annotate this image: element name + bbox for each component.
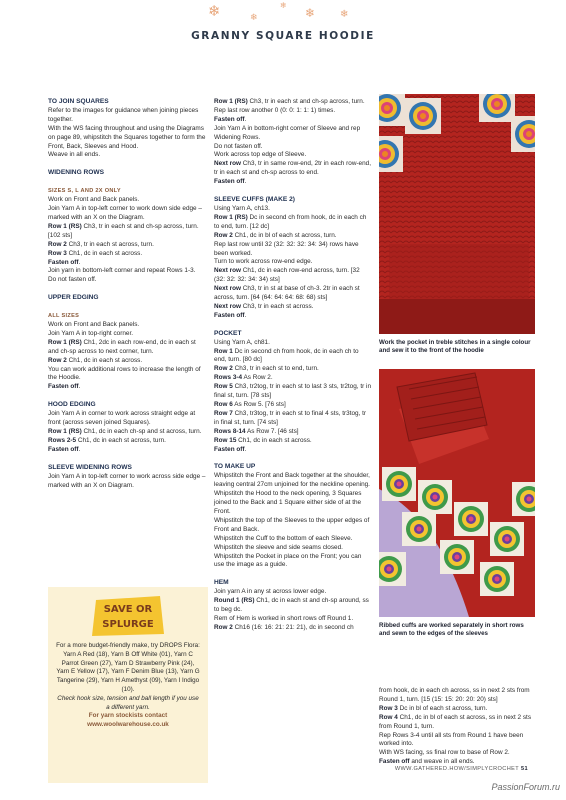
text-span: Ch3, tr in each st across, turn. <box>66 240 154 248</box>
instruction-text <box>214 232 372 241</box>
instruction-text <box>48 250 208 259</box>
row-label: Rows 2-5 <box>48 436 77 444</box>
instruction-text <box>214 535 372 544</box>
text-span: Ch3, tr in each st and ch-sp across, turn. <box>247 98 365 105</box>
text-span: . <box>78 383 81 391</box>
instruction-text <box>214 374 372 383</box>
instruction-text <box>379 714 537 732</box>
section-heading: SLEEVE WIDENING ROWS <box>48 463 132 471</box>
instruction-text <box>214 615 372 624</box>
row-label: Fasten off <box>214 311 245 319</box>
section-heading: WIDENING ROWS <box>48 169 105 177</box>
instruction-text <box>214 107 372 116</box>
text-span: Join Yarn A in top-right corner. <box>48 329 134 337</box>
page-footer <box>395 766 528 772</box>
snowflake-icon: ❄ <box>208 2 221 20</box>
section-heading: UPPER EDGING <box>48 294 99 302</box>
text-span: Join yarn A in any st across lower edge. <box>214 588 327 596</box>
page-number: 51 <box>520 766 528 772</box>
text-span: Join Yarn A in corner to work across straight edge at front (across seven joined Squares). <box>48 410 196 427</box>
row-label: Row 2 <box>214 623 233 631</box>
text-span: Do not fasten off. <box>48 276 97 284</box>
row-label: Row 2 <box>48 240 67 248</box>
instruction-text <box>214 214 372 232</box>
text-span: With WS facing, ss final row to base of Row 2. <box>379 749 510 757</box>
instruction-text <box>48 151 208 160</box>
instruction-text <box>48 437 208 446</box>
section-heading: TO MAKE UP <box>214 463 256 471</box>
instruction-text <box>214 241 372 259</box>
photo-caption: Ribbed cuffs are worked separately in short rows and sewn to the edges of the sleeves <box>379 622 524 638</box>
promo-note: Check hook size, tension and ball length if you use a different yarn. <box>57 694 199 711</box>
text-span: Rep Rows 3-4 until all sts from Round 1 have been worked into. <box>379 731 524 748</box>
text-span: Ch3, tr in each st and ch-sp across, turn. [102 sts] <box>48 222 199 239</box>
promo-stockists: For yarn stockists contact <box>88 712 168 720</box>
instruction-text <box>214 553 372 571</box>
text-span: Ch1, dc in each st across. <box>236 436 312 444</box>
instruction-text <box>214 410 372 428</box>
row-label: Fasten off <box>379 758 410 766</box>
text-span: Refer to the images for guidance when joining pieces together. <box>48 106 199 123</box>
instruction-text <box>214 205 372 214</box>
sizes-label: ALL SIZES <box>48 313 80 320</box>
instruction-text <box>214 339 372 348</box>
snowflake-icon: ❄ <box>250 13 258 23</box>
row-label: Fasten off <box>214 115 245 123</box>
instruction-text <box>48 330 208 339</box>
page-title: GRANNY SQUARE HOODIE <box>191 30 375 42</box>
instruction-text <box>214 125 372 143</box>
column-right <box>379 687 537 767</box>
text-span: Ch1, dc in each st across. <box>66 249 143 257</box>
instruction-text <box>48 339 208 357</box>
text-span: . <box>244 178 247 186</box>
instruction-text <box>48 205 208 223</box>
instruction-text <box>214 151 372 160</box>
instruction-text <box>214 303 372 312</box>
row-label: Row 1 (RS) <box>48 222 82 230</box>
instruction-text <box>214 490 372 517</box>
row-label: Fasten off <box>214 178 245 186</box>
instruction-text <box>48 107 208 125</box>
text-span: Join Yarn A in bottom-right corner of Sleeve and rep Widening Rows. <box>214 124 361 141</box>
row-label: Fasten off <box>48 383 79 391</box>
text-span: Ch1, dc in each ch-sp and st across, turn. <box>81 428 202 435</box>
text-span: Weave in all ends. <box>48 151 101 159</box>
row-label: Row 6 <box>214 401 233 408</box>
row-label: Row 2 <box>214 231 233 239</box>
text-span: Join Yarn A in top-left corner to work down side edge – marked with an X on the Diagram. <box>48 205 202 221</box>
snowflake-icon: ❄ <box>280 1 287 10</box>
instruction-text <box>48 321 208 330</box>
instruction-text <box>214 312 372 321</box>
instruction-text <box>48 241 208 250</box>
instruction-text <box>48 267 208 276</box>
text-span: Ch3, tr in each st to end, turn. <box>232 365 319 373</box>
text-span: Ch3, tr in st at base of ch-3. 2tr in each st across, turn. [64 (64: 64: 64: 68: 68) sts] <box>214 285 360 302</box>
instruction-text <box>214 472 372 490</box>
sleeve-cuff-photo <box>379 369 535 617</box>
instruction-text <box>48 357 208 366</box>
badge-line-2: SPLURGE <box>102 619 154 630</box>
section-heading: HEM <box>214 579 229 587</box>
row-label: Row 15 <box>214 436 237 444</box>
instruction-text <box>48 410 208 428</box>
instruction-text <box>214 98 372 107</box>
row-label: Rows 3-4 <box>214 374 243 382</box>
instruction-text <box>379 687 537 705</box>
text-span: Whipstitch the top of the Sleeves to the upper edges of Front and Back. <box>214 516 370 533</box>
text-span: Ch1, dc in bl of each st across, ss in next 2 sts from Round 1, turn. <box>379 713 532 730</box>
text-span: As Row 5. [76 sts] <box>232 401 286 408</box>
text-span: Rep last row until 32 (32: 32: 32: 34: 34) rows have been worked. <box>214 240 359 257</box>
text-span: from hook, dc in each ch across, ss in next 2 sts from Round 1, turn. [15 (15: 15: 20: 20: 20) sts] <box>379 687 530 703</box>
section-heading: TO JOIN SQUARES <box>48 98 109 105</box>
text-span: . <box>244 115 247 123</box>
instruction-text <box>214 143 372 152</box>
text-span: Whipstitch the Pocket in place on the Front; you can use the image as a guide. <box>214 552 362 569</box>
snowflake-icon: ❄ <box>305 6 316 20</box>
row-label: Round 1 (RS) <box>214 597 255 605</box>
text-span: Ch1, dc in each st across. <box>66 356 143 364</box>
instruction-text <box>214 383 372 401</box>
section-heading: SLEEVE CUFFS (MAKE 2) <box>214 196 295 204</box>
hoodie-pocket-illustration <box>379 94 535 334</box>
sizes-label: SIZES S, L AND 2X ONLY <box>48 188 121 195</box>
sleeve-cuff-illustration <box>379 369 535 617</box>
instruction-text <box>214 160 372 178</box>
text-span: Dc in bl of each st across, turn. <box>397 704 488 712</box>
column-left <box>48 98 208 490</box>
instruction-text <box>48 383 208 392</box>
text-span: Ch3, tr in same row-end, 2tr in each row-end, tr in each st and ch-sp across to end. <box>214 160 372 177</box>
instruction-text <box>214 588 372 597</box>
row-label: Row 2 <box>214 365 233 373</box>
text-span: Ch1, dc in each st and ch-sp around, ss to beg dc. <box>214 597 369 614</box>
text-span: Whipstitch the sleeve and side seams closed. <box>214 543 343 551</box>
text-span: Ch16 (16: 16: 21: 21: 21), dc in second ch <box>232 623 354 631</box>
text-span: As Row 2. <box>242 374 273 382</box>
text-span: . <box>244 311 247 319</box>
instruction-text <box>214 544 372 553</box>
text-span: Ch3, tr3tog, tr in each st to final 4 sts, tr3tog, tr in final st, turn. [74 sts] <box>214 409 367 426</box>
snowflake-icon: ❄ <box>340 9 349 20</box>
text-span: Work across top edge of Sleeve. <box>214 151 307 159</box>
text-span: Whipstitch the Hood to the neck opening, 3 Squares joined to the Back and 1 Square either side of at the Front. <box>214 490 362 515</box>
text-span: Whipstitch the Front and Back together at the shoulder, leaving central 27cm unjoined for the neckline opening. <box>214 472 370 489</box>
save-or-splurge-badge <box>88 594 168 638</box>
text-span: You can work additional rows to increase the length of the Hoodie. <box>48 365 201 382</box>
text-span: and weave in all ends. <box>409 758 475 766</box>
row-label: Row 4 <box>379 713 398 721</box>
row-label: Row 1 <box>214 347 233 355</box>
row-label: Row 1 (RS) <box>214 98 248 105</box>
row-label: Next row <box>214 302 241 310</box>
row-label: Row 2 <box>48 356 67 364</box>
text-span: . <box>78 445 81 453</box>
instruction-text <box>214 437 372 446</box>
instruction-text <box>214 446 372 455</box>
row-label: Fasten off <box>48 445 79 453</box>
section-heading: HOOD EDGING <box>48 401 96 409</box>
instruction-text <box>214 178 372 187</box>
row-label: Row 7 <box>214 409 233 417</box>
text-span: Ch1, dc in bl of each st across, turn. <box>232 231 337 239</box>
instruction-text <box>48 259 208 268</box>
watermark: PassionForum.ru <box>491 782 560 792</box>
instruction-text <box>214 116 372 125</box>
instruction-text <box>214 624 372 633</box>
instruction-text <box>48 196 208 205</box>
row-label: Fasten off <box>48 258 79 266</box>
text-span: Ch1, 2dc in each row-end, dc in each st and ch-sp across to next corner, turn. <box>48 338 196 355</box>
text-span: . <box>78 258 81 266</box>
instruction-text <box>214 285 372 303</box>
text-span: Rem of Hem is worked in short rows off Round 1. <box>214 614 354 622</box>
instruction-text <box>214 348 372 366</box>
badge-line-1: SAVE OR <box>103 604 153 615</box>
instruction-text <box>379 705 537 714</box>
text-span: Rep last row another 0 (0: 0: 1: 1: 1) times. <box>214 106 336 114</box>
hoodie-pocket-photo <box>379 94 535 334</box>
instruction-text <box>214 597 372 615</box>
text-span: Work on Front and Back panels. <box>48 321 140 329</box>
instruction-text <box>214 517 372 535</box>
instruction-text <box>379 749 537 758</box>
column-middle <box>214 98 372 633</box>
text-span: Dc in second ch from hook, dc in each ch to end, turn. [12 dc] <box>214 213 367 230</box>
instruction-text <box>48 276 208 285</box>
row-label: Row 3 <box>48 249 67 257</box>
instruction-text <box>214 401 372 410</box>
instruction-text <box>214 428 372 437</box>
text-span: Join Yarn A in top-left corner to work across side edge – marked with an X on Diagram. <box>48 472 206 489</box>
text-span: . <box>244 445 247 453</box>
instruction-text <box>214 267 372 285</box>
instruction-text <box>48 428 208 437</box>
footer-site: WWW.GATHERED.HOW/SIMPLYCROCHET <box>394 766 519 772</box>
row-label: Next row <box>214 160 241 168</box>
text-span: Dc in second ch from hook, dc in each ch to end, turn. [80 dc] <box>214 347 359 364</box>
text-span: Ch3, tr in each st across. <box>241 302 314 310</box>
text-span: Ch1, dc in each st across, turn. <box>76 436 166 444</box>
text-span: Whipstitch the Cuff to the bottom of each Sleeve. <box>214 534 353 542</box>
instruction-text <box>214 258 372 267</box>
promo-url-link[interactable]: www.woolwarehouse.co.uk <box>87 721 169 729</box>
row-label: Row 5 <box>214 383 233 391</box>
instruction-text <box>48 446 208 455</box>
photo-caption: Work the pocket in treble stitches in a single colour and sew it to the front of the hoodie <box>379 339 531 355</box>
text-span: Using Yarn A, ch81. <box>214 338 270 346</box>
row-label: Row 3 <box>379 704 398 712</box>
text-span: With the WS facing throughout and using the Diagrams on page 89, whipstitch the Squares together to form the Front, Back, Sleeves and Hood. <box>48 124 206 150</box>
instruction-text <box>48 366 208 384</box>
text-span: Turn to work across row-end edge. <box>214 258 313 266</box>
section-heading: POCKET <box>214 329 242 337</box>
instruction-text <box>214 365 372 374</box>
row-label: Row 1 (RS) <box>48 338 82 346</box>
instruction-text <box>48 473 208 491</box>
promo-text <box>56 642 200 730</box>
promo-body: For a more budget-friendly make, try DROPS Flora: Yarn A Red (18), Yarn B Off White (01), Yarn C Parrot Green (27), Yarn D Strawberry Pink (24), Yarn E Yellow (17), Yarn F Denim Blue (13), Yarn G Tangerine (29), Yarn H Amethyst (09), Yarn I Indigo (10). <box>56 642 200 693</box>
row-label: Next row <box>214 267 241 275</box>
text-span: Work on Front and Back panels. <box>48 196 140 204</box>
instruction-text <box>379 732 537 750</box>
text-span: Ch1, dc in each row-end across, turn. [32 (32: 32: 32: 34: 34) sts] <box>214 267 360 284</box>
row-label: Next row <box>214 285 241 293</box>
text-span: Do not fasten off. <box>214 142 263 150</box>
text-span: Ch3, tr2tog, tr in each st to last 3 sts, tr2tog, tr in final st, turn. [78 sts] <box>214 383 371 400</box>
row-label: Rows 8-14 <box>214 427 246 435</box>
instruction-text <box>48 125 208 152</box>
row-label: Row 1 (RS) <box>214 213 248 221</box>
text-span: As Row 7. [46 sts] <box>245 427 299 435</box>
instruction-text <box>48 223 208 241</box>
row-label: Fasten off <box>214 445 245 453</box>
text-span: Using Yarn A, ch13. <box>214 204 270 212</box>
row-label: Row 1 (RS) <box>48 428 82 435</box>
text-span: Join yarn in bottom-left corner and repeat Rows 1-3. <box>48 267 196 275</box>
